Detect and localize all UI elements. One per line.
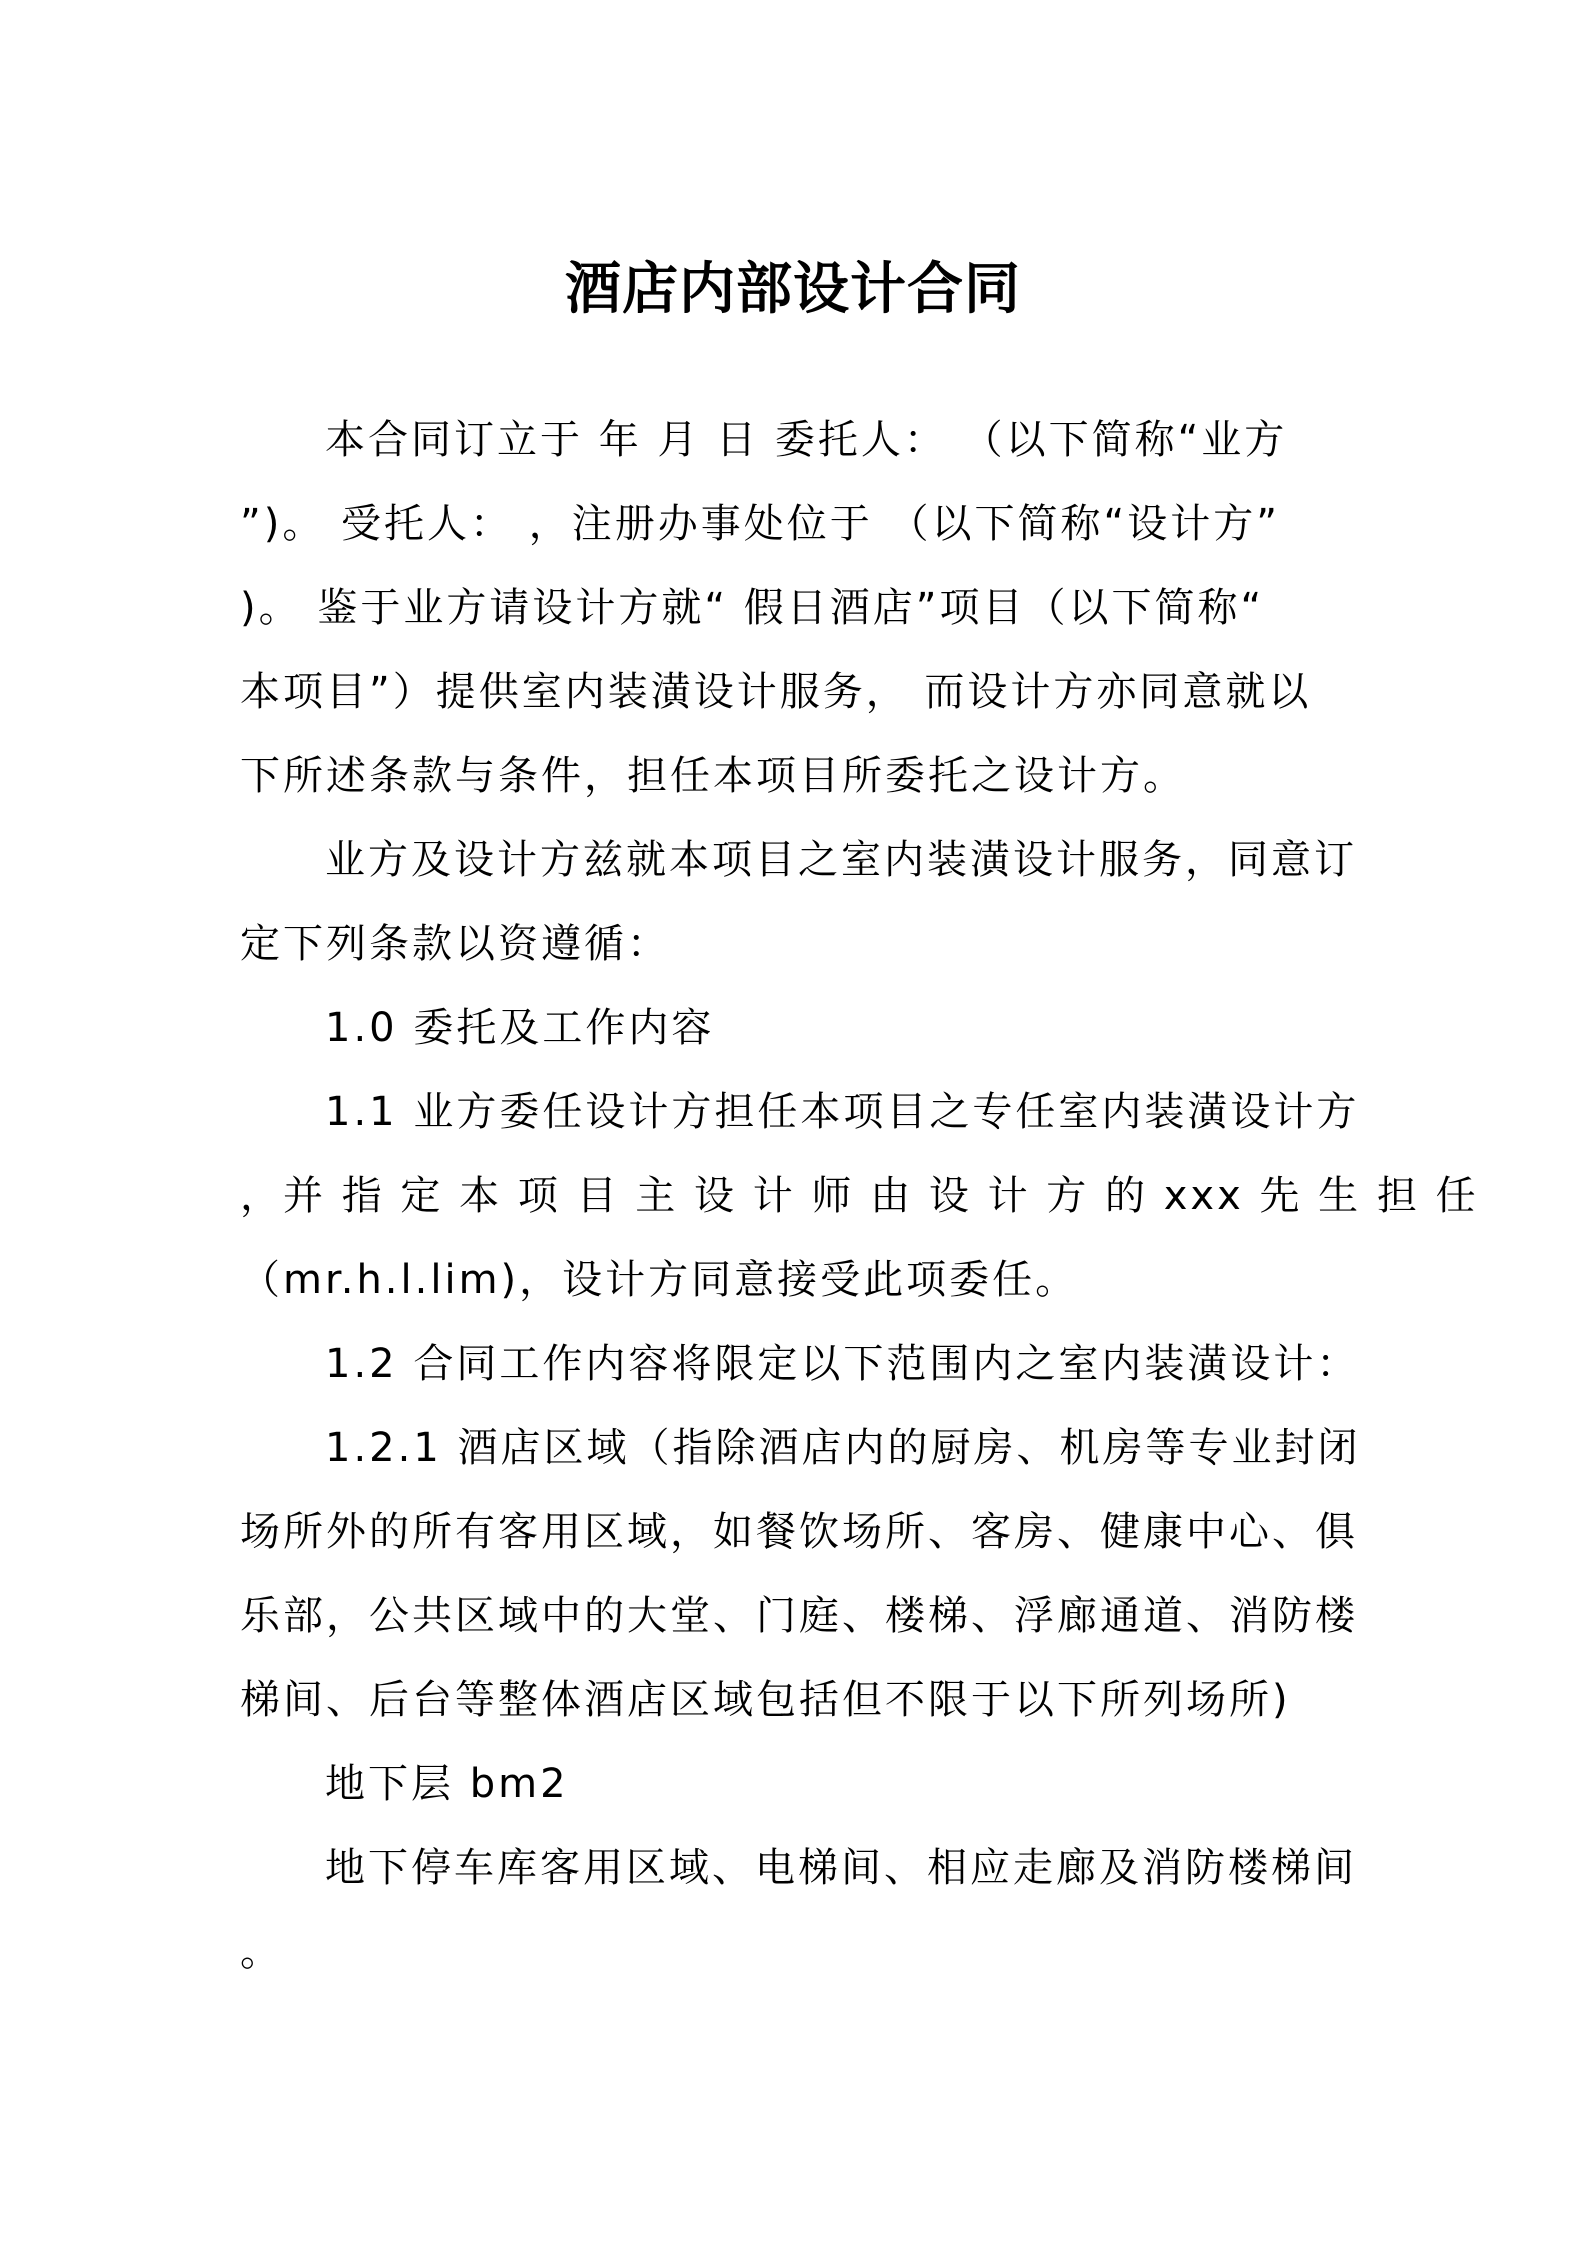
paragraph-line: 本合同订立于 年 月 日 委托人： （以下简称“业方 (325, 417, 1288, 463)
paragraph-line: 地下层 bm2 (325, 1761, 569, 1807)
paragraph-line: （mr.h.l.lim)，设计方同意接受此项委任。 (240, 1257, 1079, 1303)
paragraph-line: 业方及设计方兹就本项目之室内装潢设计服务，同意订 (325, 837, 1357, 883)
paragraph-line: ”)。 受托人： ，注册办事处位于 （以下简称“设计方” (240, 501, 1280, 547)
paragraph-line: 1.2.1 酒店区域（指除酒店内的厨房、机房等专业封闭 (325, 1425, 1361, 1471)
document-title: 酒店内部设计合同 (565, 257, 1021, 322)
paragraph-line: 本项目”）提供室内装潢设计服务， 而设计方亦同意就以 (240, 669, 1312, 715)
paragraph-line: 下所述条款与条件，担任本项目所委托之设计方。 (240, 753, 1186, 799)
paragraph-line: 梯间、后台等整体酒店区域包括但不限于以下所列场所) (240, 1677, 1291, 1723)
paragraph-line: 1.2 合同工作内容将限定以下范围内之室内装潢设计： (325, 1341, 1360, 1387)
section-heading: 1.0 委托及工作内容 (325, 1005, 715, 1051)
paragraph-line: 地下停车库客用区域、电梯间、相应走廊及消防楼梯间 (325, 1845, 1357, 1891)
paragraph-line: 1.1 业方委任设计方担任本项目之专任室内装潢设计方 (325, 1089, 1360, 1135)
paragraph-line: 场所外的所有客用区域，如餐饮场所、客房、健康中心、俱 (240, 1509, 1358, 1555)
paragraph-line: 乐部，公共区域中的大堂、门庭、楼梯、浮廊通道、消防楼 (240, 1593, 1358, 1639)
paragraph-line: ，并 指 定 本 项 目 主 设 计 师 由 设 计 方 的 xxx 先 生 担 任 (240, 1173, 1479, 1219)
paragraph-line: 。 (240, 1929, 283, 1975)
paragraph-line: 定下列条款以资遵循： (240, 921, 670, 967)
paragraph-line: )。 鉴于业方请设计方就“ 假日酒店”项目（以下简称“ (240, 585, 1265, 631)
